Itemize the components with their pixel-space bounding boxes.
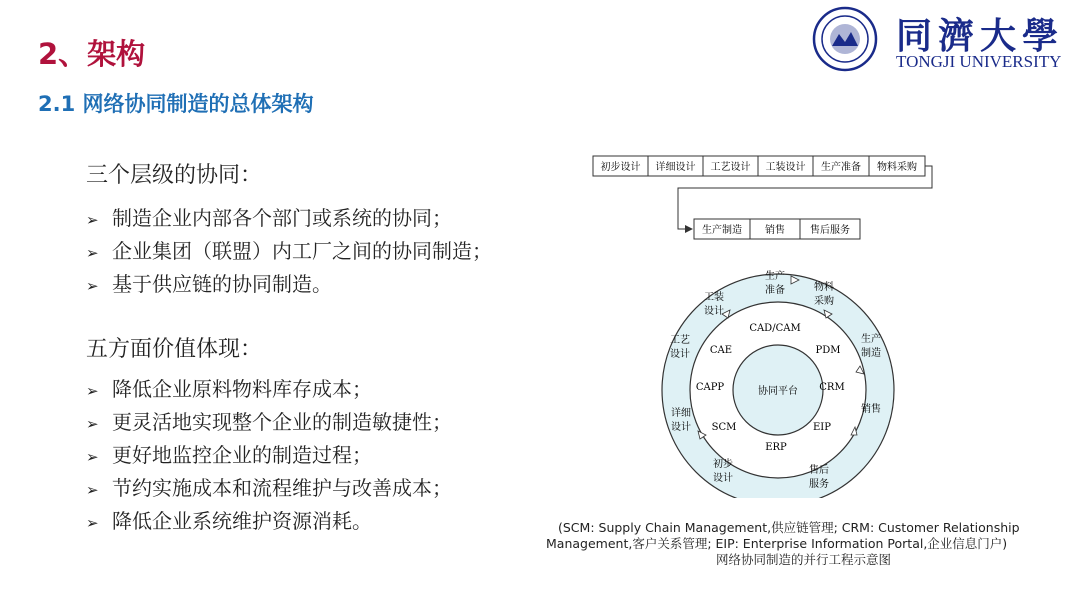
list-item: ➢ 更好地监控企业的制造过程； — [86, 439, 452, 472]
arrow-bullet-icon: ➢ — [86, 481, 99, 499]
logo-english-name: TONGJI UNIVERSITY — [896, 52, 1062, 71]
list-item: ➢ 节约实施成本和流程维护与改善成本； — [86, 472, 452, 505]
section-heading-values: 五方面价值体现： — [86, 337, 263, 362]
stage-label: 详细 — [671, 408, 691, 419]
arrow-bullet-icon: ➢ — [86, 448, 99, 466]
stage-label: 生产 — [861, 334, 881, 345]
process-label: 工装设计 — [765, 162, 806, 173]
stage-label: 设计 — [670, 349, 690, 360]
stage-label: 工装 — [704, 292, 724, 303]
logo-chinese-name: 同濟大學 — [896, 15, 1065, 57]
process-label: 初步设计 — [600, 162, 641, 173]
process-label: 工艺设计 — [710, 162, 751, 173]
stage-label: 设计 — [704, 306, 724, 317]
stage-label: 设计 — [713, 473, 733, 484]
arrow-bullet-icon: ➢ — [86, 382, 99, 400]
process-row-top — [593, 156, 925, 176]
list-item: ➢ 制造企业内部各个部门或系统的协同； — [86, 202, 492, 235]
arrow-bullet-icon: ➢ — [86, 415, 99, 433]
stage-label: 服务 — [809, 479, 829, 490]
system-label: ERP — [765, 442, 787, 453]
system-label: CAE — [709, 345, 733, 356]
bullet-list-levels — [86, 202, 492, 301]
section-heading-levels: 三个层级的协同： — [86, 163, 263, 188]
tongji-logo — [812, 6, 1074, 76]
process-label: 详细设计 — [655, 162, 696, 173]
arrow-bullet-icon: ➢ — [86, 514, 99, 532]
stage-label: 物料 — [814, 282, 834, 293]
process-label: 生产准备 — [821, 162, 861, 173]
stage-label: 设计 — [671, 422, 691, 433]
list-item: ➢ 降低企业系统维护资源消耗。 — [86, 505, 452, 538]
arrow-bullet-icon: ➢ — [86, 277, 99, 295]
diagram-caption — [546, 520, 1056, 568]
process-label: 物料采购 — [877, 162, 917, 173]
process-label: 销售 — [765, 225, 785, 236]
stage-label: 准备 — [765, 285, 785, 296]
center-label: 协同平台 — [758, 386, 798, 397]
concurrent-engineering-diagram — [560, 148, 1060, 498]
stage-label: 采购 — [814, 296, 834, 307]
stage-label: 制造 — [861, 348, 881, 359]
process-row-bottom — [694, 219, 860, 239]
system-label: PDM — [815, 345, 841, 356]
slide-subtitle: 2.1 网络协同制造的总体架构 — [38, 92, 314, 116]
university-seal-icon — [812, 6, 878, 72]
list-item: ➢ 更灵活地实现整个企业的制造敏捷性； — [86, 406, 452, 439]
list-item: ➢ 基于供应链的协同制造。 — [86, 268, 492, 301]
stage-label: 销售 — [861, 404, 881, 415]
arrow-bullet-icon: ➢ — [86, 244, 99, 262]
stage-label: 初步 — [713, 459, 733, 470]
system-label: CAD/CAM — [749, 323, 801, 334]
stage-label: 售后 — [809, 465, 829, 476]
arrow-bullet-icon: ➢ — [86, 211, 99, 229]
caption-line: Management,客户关系管理; EIP: Enterprise Information Portal,企业信息门户) — [546, 536, 1008, 551]
list-item: ➢ 降低企业原料物料库存成本； — [86, 373, 452, 406]
stage-label: 生产 — [765, 271, 785, 282]
caption-title: 网络协同制造的并行工程示意图 — [716, 552, 892, 567]
system-label: SCM — [711, 422, 737, 433]
process-label: 生产制造 — [702, 225, 742, 236]
slide-title: 2、架构 — [38, 37, 146, 71]
bullet-list-values — [86, 373, 452, 538]
system-label: CAPP — [695, 382, 725, 393]
system-label: CRM — [819, 382, 845, 393]
system-label: EIP — [813, 422, 831, 433]
list-item: ➢ 企业集团（联盟）内工厂之间的协同制造； — [86, 235, 492, 268]
process-label: 售后服务 — [810, 225, 850, 236]
stage-label: 工艺 — [670, 335, 690, 346]
caption-line: (SCM: Supply Chain Management,供应链管理; CRM: Customer Relationship — [558, 520, 1020, 535]
